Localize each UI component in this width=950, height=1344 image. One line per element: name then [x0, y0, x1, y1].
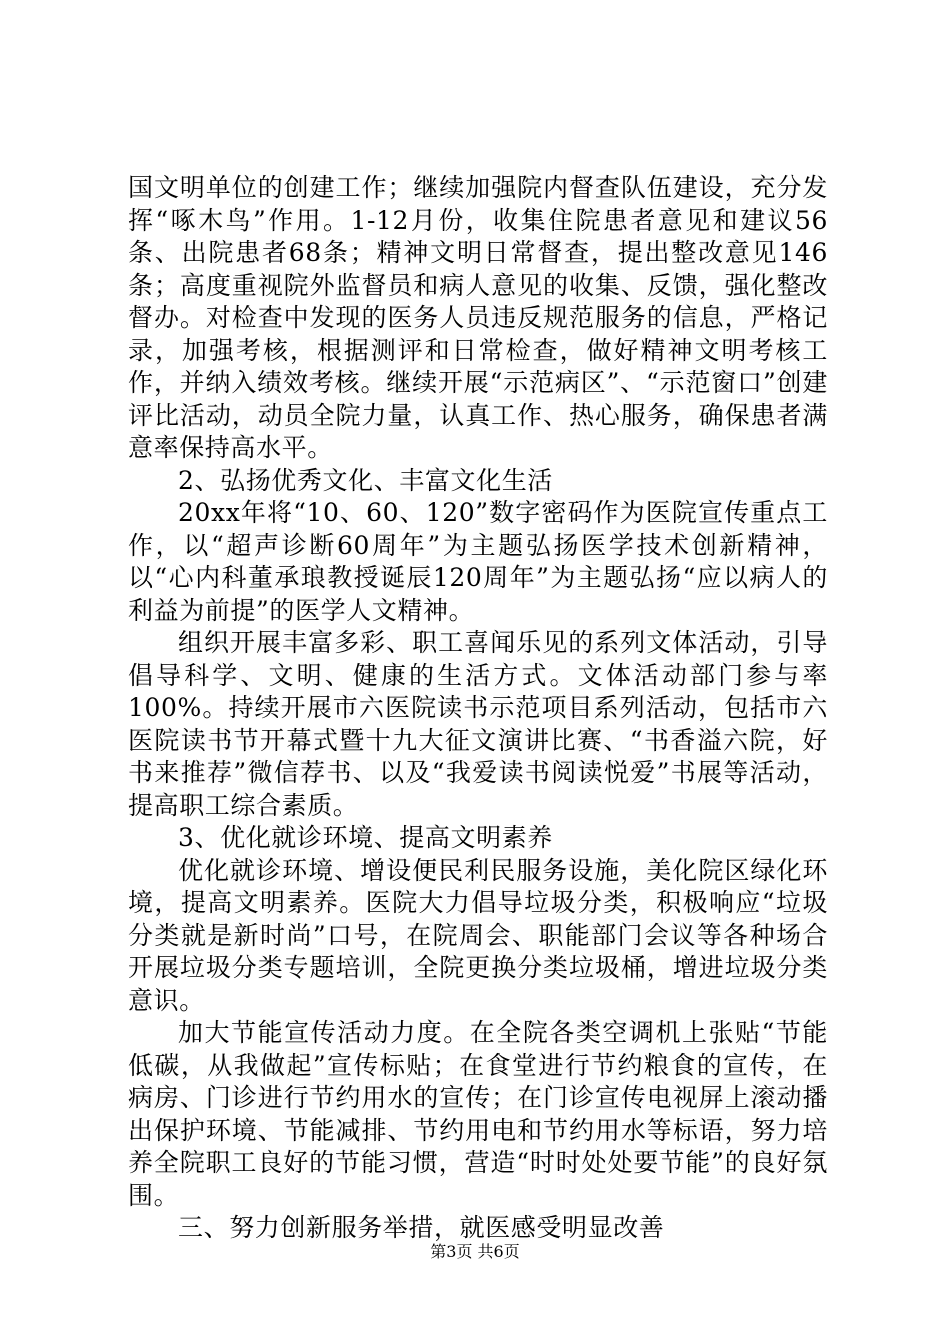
paragraph-civilization-supervision: 国文明单位的创建工作；继续加强院内督查队伍建设，充分发挥“啄木鸟”作用。1-12月份，收集住院患者意见和建议56条、出院患者68条；精神文明日常督查，提出整改意见146条；高度重视院外监督员和病人意见的收集、反馈，强化整改督办。对检查中发现的医务人员违反规范服务的信息，严格记录，加强考核，根据测评和日常检查，做好精神文明考核工作，并纳入绩效考核。继续开展“示范病区”、“示范窗口”创建评比活动，动员全院力量，认真工作、热心服务，确保患者满意率保持高水平。 [128, 173, 828, 462]
section-heading-environment: 3、优化就诊环境、提高文明素养 [178, 823, 553, 852]
paragraph-cultural-activities: 组织开展丰富多彩、职工喜闻乐见的系列文体活动，引导倡导科学、文明、健康的生活方式。文体活动部门参与率100%。持续开展市六医院读书示范项目系列活动，包括市六医院读书节开幕式暨十九大征文演讲比赛、“书香溢六院，好书来推荐”微信荐书、以及“我爱读书阅读悦爱”书展等活动，提高职工综合素质。 [128, 628, 828, 820]
page-number-footer: 第3页 共6页 [430, 1242, 520, 1261]
paragraph-digital-code: 20xx年将“10、60、120”数字密码作为医院宣传重点工作，以“超声诊断60周年”为主题弘扬医学技术创新精神，以“心内科董承琅教授诞辰120周年”为主题弘扬“应以病人的利益为前提”的医学人文精神。 [128, 498, 828, 625]
paragraph-garbage-sorting: 优化就诊环境、增设便民利民服务设施，美化院区绿化环境，提高文明素养。医院大力倡导垃圾分类，积极响应“垃圾分类就是新时尚”口号，在院周会、职能部门会议等各种场合开展垃圾分类专题培训，全院更换分类垃圾桶，增进垃圾分类意识。 [128, 855, 828, 1015]
paragraph-energy-saving: 加大节能宣传活动力度。在全院各类空调机上张贴“节能低碳，从我做起”宣传标贴；在食堂进行节约粮食的宣传，在病房、门诊进行节约用水的宣传；在门诊宣传电视屏上滚动播出保护环境、节能减排、节约用电和节约用水等标语，努力培养全院职工良好的节能习惯，营造“时时处处要节能”的良好氛围。 [128, 1018, 828, 1210]
section-heading-culture: 2、弘扬优秀文化、丰富文化生活 [178, 465, 553, 495]
section-heading-service: 三、努力创新服务举措，就医感受明显改善 [178, 1213, 665, 1242]
document-body [128, 172, 828, 1245]
